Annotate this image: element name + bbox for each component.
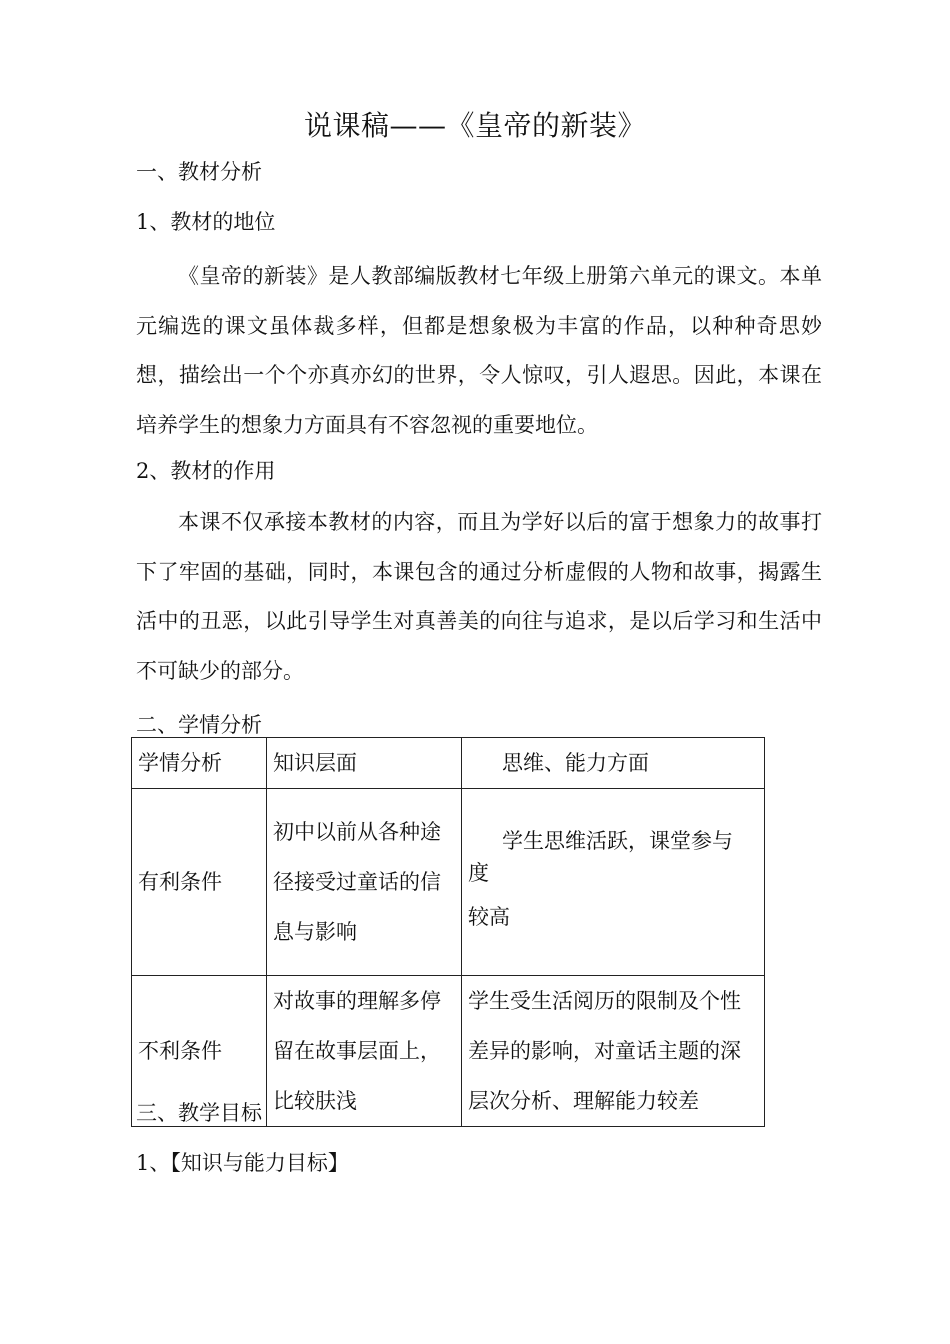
cell-line: 学生思维活跃，课堂参与 (502, 829, 733, 853)
section-heading-textbook-analysis: 一、教材分析 (136, 160, 262, 184)
cell-line: 学生受生活阅历的限制及个性 (468, 989, 741, 1013)
subheading-textbook-position: 1、教材的地位 (136, 210, 276, 234)
table-header-cell: 思维、能力方面 (462, 738, 765, 789)
table-header-cell: 知识层面 (267, 738, 462, 789)
ability-cell (462, 976, 765, 1127)
paragraph-textbook-position: 《皇帝的新装》是人教部编版教材七年级上册第六单元的课文。本单元编选的课文虽体裁多样，但都是想象极为丰富的作品，以种种奇思妙想，描绘出一个个亦真亦幻的世界，令人惊叹，引人遐思。因此，本课在培养学生的想象力方面具有不容忽视的重要地位。 (136, 264, 822, 437)
cell-line: 对故事的理解多停 (273, 989, 441, 1013)
cell-line: 差异的影响，对童话主题的深 (468, 1039, 741, 1063)
subheading-knowledge-ability-goals: 1、【知识与能力目标】 (136, 1151, 349, 1175)
row-label: 不利条件 (132, 976, 267, 1127)
cell-line: 初中以前从各种途 (273, 820, 441, 844)
section-heading-student-analysis: 二、学情分析 (136, 713, 262, 737)
ability-cell (462, 789, 765, 976)
section-heading-teaching-goals: 三、教学目标 (136, 1101, 262, 1125)
cell-line: 比较肤浅 (273, 1089, 357, 1113)
table-row (132, 789, 765, 976)
paragraph-textbook-role: 本课不仅承接本教材的内容，而且为学好以后的富于想象力的故事打下了牢固的基础，同时，本课包含的通过分析虚假的人物和故事，揭露生活中的丑恶，以此引导学生对真善美的向往与追求，是以后学习和生活中不可缺少的部分。 (136, 510, 822, 683)
subheading-textbook-role: 2、教材的作用 (136, 459, 276, 483)
cell-line: 径接受过童话的信 (273, 870, 441, 894)
cell-line: 层次分析、理解能力较差 (468, 1089, 699, 1113)
knowledge-cell (267, 789, 462, 976)
row-label: 有利条件 (132, 789, 267, 976)
cell-line: 较高 (468, 905, 510, 929)
cell-line: 留在故事层面上， (273, 1039, 441, 1063)
table-header-row (132, 738, 765, 789)
page-title: 说课稿——《皇帝的新装》 (303, 109, 646, 142)
student-analysis-table (131, 737, 765, 1127)
cell-line: 度 (468, 861, 489, 885)
knowledge-cell (267, 976, 462, 1127)
table-header-cell: 学情分析 (132, 738, 267, 789)
cell-line: 息与影响 (273, 920, 357, 944)
